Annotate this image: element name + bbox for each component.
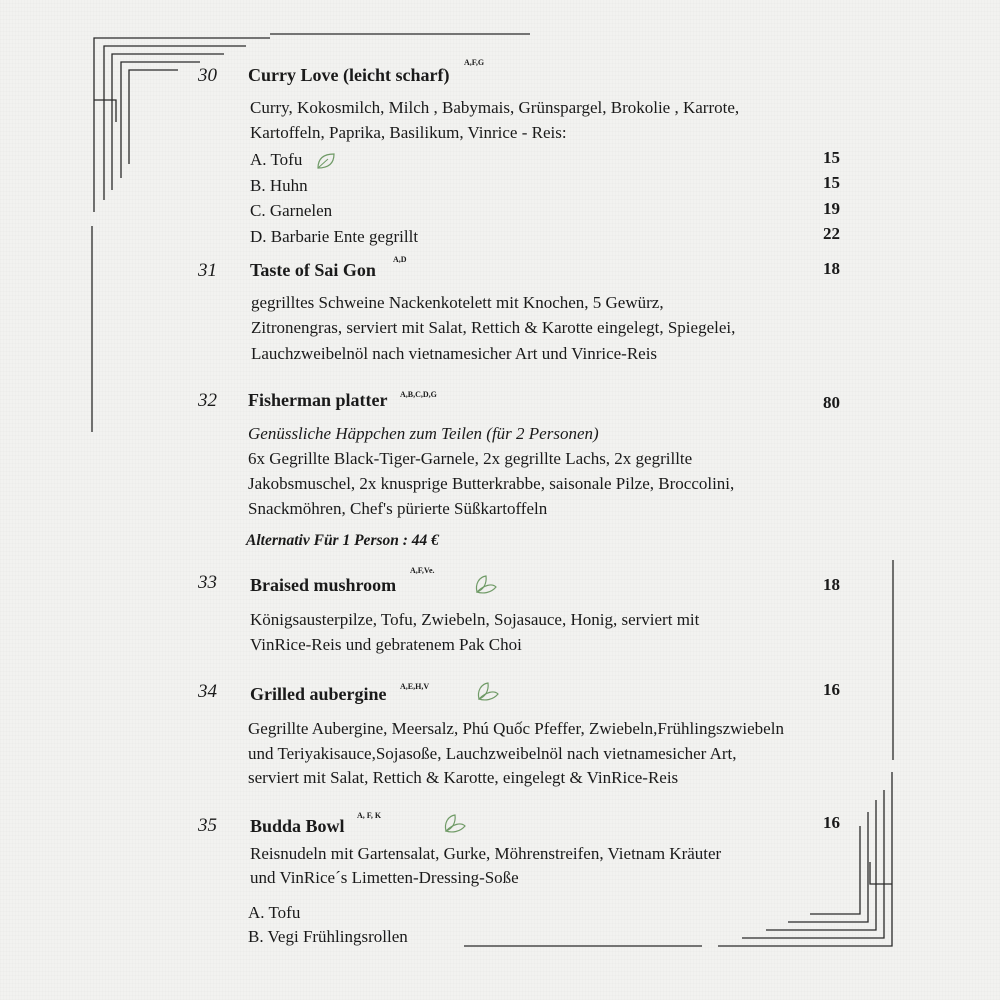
item-description-line: VinRice-Reis und gebratenem Pak Choi [250, 635, 522, 654]
item-title: Taste of Sai Gon [250, 260, 376, 280]
allergen-codes: A,F,Ve. [410, 566, 435, 575]
allergen-codes: A,D [393, 255, 407, 264]
double-leaf-icon [476, 680, 500, 702]
item-price: 16 [823, 813, 840, 832]
item-description-line: gegrilltes Schweine Nackenkotelett mit Knochen, 5 Gewürz, [251, 293, 664, 312]
allergen-codes: A,E,H,V [400, 682, 430, 691]
item-description-line: Reisnudeln mit Gartensalat, Gurke, Möhrenstreifen, Vietnam Kräuter [250, 844, 722, 863]
item-description-line: Curry, Kokosmilch, Milch , Babymais, Grünspargel, Brokolie , Karrote, [250, 98, 740, 117]
item-price: 18 [823, 259, 840, 278]
item-description-line: Lauchzweibelnöl nach vietnamesicher Art und Vinrice-Reis [251, 344, 658, 363]
item-description-line: serviert mit Salat, Rettich & Karotte, eingelegt & VinRice-Reis [248, 768, 679, 787]
item-title: Budda Bowl [250, 816, 345, 836]
leaf-icon [316, 152, 336, 170]
item-title: Fisherman platter [248, 390, 388, 410]
item-number: 33 [198, 572, 217, 593]
option-label: B. Vegi Frühlingsrollen [248, 927, 408, 946]
option-label: A. Tofu [250, 150, 303, 169]
option-price: 22 [823, 224, 840, 243]
item-title: Grilled aubergine [250, 684, 387, 704]
option-label: A. Tofu [248, 903, 301, 922]
item-number: 34 [198, 681, 217, 702]
option-price: 15 [823, 173, 840, 192]
item-subtitle: Genüssliche Häppchen zum Teilen (für 2 Personen) [248, 424, 599, 443]
item-description-line: Jakobsmuschel, 2x knusprige Butterkrabbe, saisonale Pilze, Broccolini, [248, 474, 735, 493]
allergen-codes: A,B,C,D,G [400, 390, 437, 399]
item-price: 16 [823, 680, 840, 699]
option-price: 19 [823, 199, 840, 218]
item-price: 18 [823, 575, 840, 594]
item-number: 31 [198, 260, 217, 281]
item-description-line: Zitronengras, serviert mit Salat, Rettich & Karotte eingelegt, Spiegelei, [251, 318, 736, 337]
item-title: Braised mushroom [250, 575, 397, 595]
item-price: 80 [823, 393, 840, 412]
allergen-codes: A, F, K [357, 811, 382, 820]
double-leaf-icon [474, 573, 498, 595]
item-description-line: und Teriyakisauce,Sojasoße, Lauchzweibelnöl nach vietnamesicher Art, [248, 744, 737, 763]
item-number: 30 [198, 65, 217, 86]
item-description-line: Snackmöhren, Chef's pürierte Süßkartoffeln [248, 499, 548, 518]
allergen-codes: A,F,G [464, 58, 485, 67]
item-description-line: Königsausterpilze, Tofu, Zwiebeln, Sojasauce, Honig, serviert mit [250, 610, 700, 629]
item-description-line: Kartoffeln, Paprika, Basilikum, Vinrice - Reis: [250, 123, 567, 142]
item-description-line: Gegrillte Aubergine, Meersalz, Phú Quốc Pfeffer, Zwiebeln,Frühlingszwiebeln [248, 719, 784, 738]
option-label: C. Garnelen [250, 201, 333, 220]
option-price: 15 [823, 148, 840, 167]
alternative-offer: Alternativ Für 1 Person : 44 € [246, 532, 439, 549]
item-description-line: 6x Gegrillte Black-Tiger-Garnele, 2x gegrillte Lachs, 2x gegrillte [248, 449, 693, 468]
item-number: 35 [198, 815, 217, 836]
item-title: Curry Love (leicht scharf) [248, 65, 450, 85]
item-description-line: und VinRice´s Limetten-Dressing-Soße [250, 868, 519, 887]
option-label: B. Huhn [250, 176, 308, 195]
double-leaf-icon [443, 812, 467, 834]
item-number: 32 [198, 390, 217, 411]
option-label: D. Barbarie Ente gegrillt [250, 227, 419, 246]
